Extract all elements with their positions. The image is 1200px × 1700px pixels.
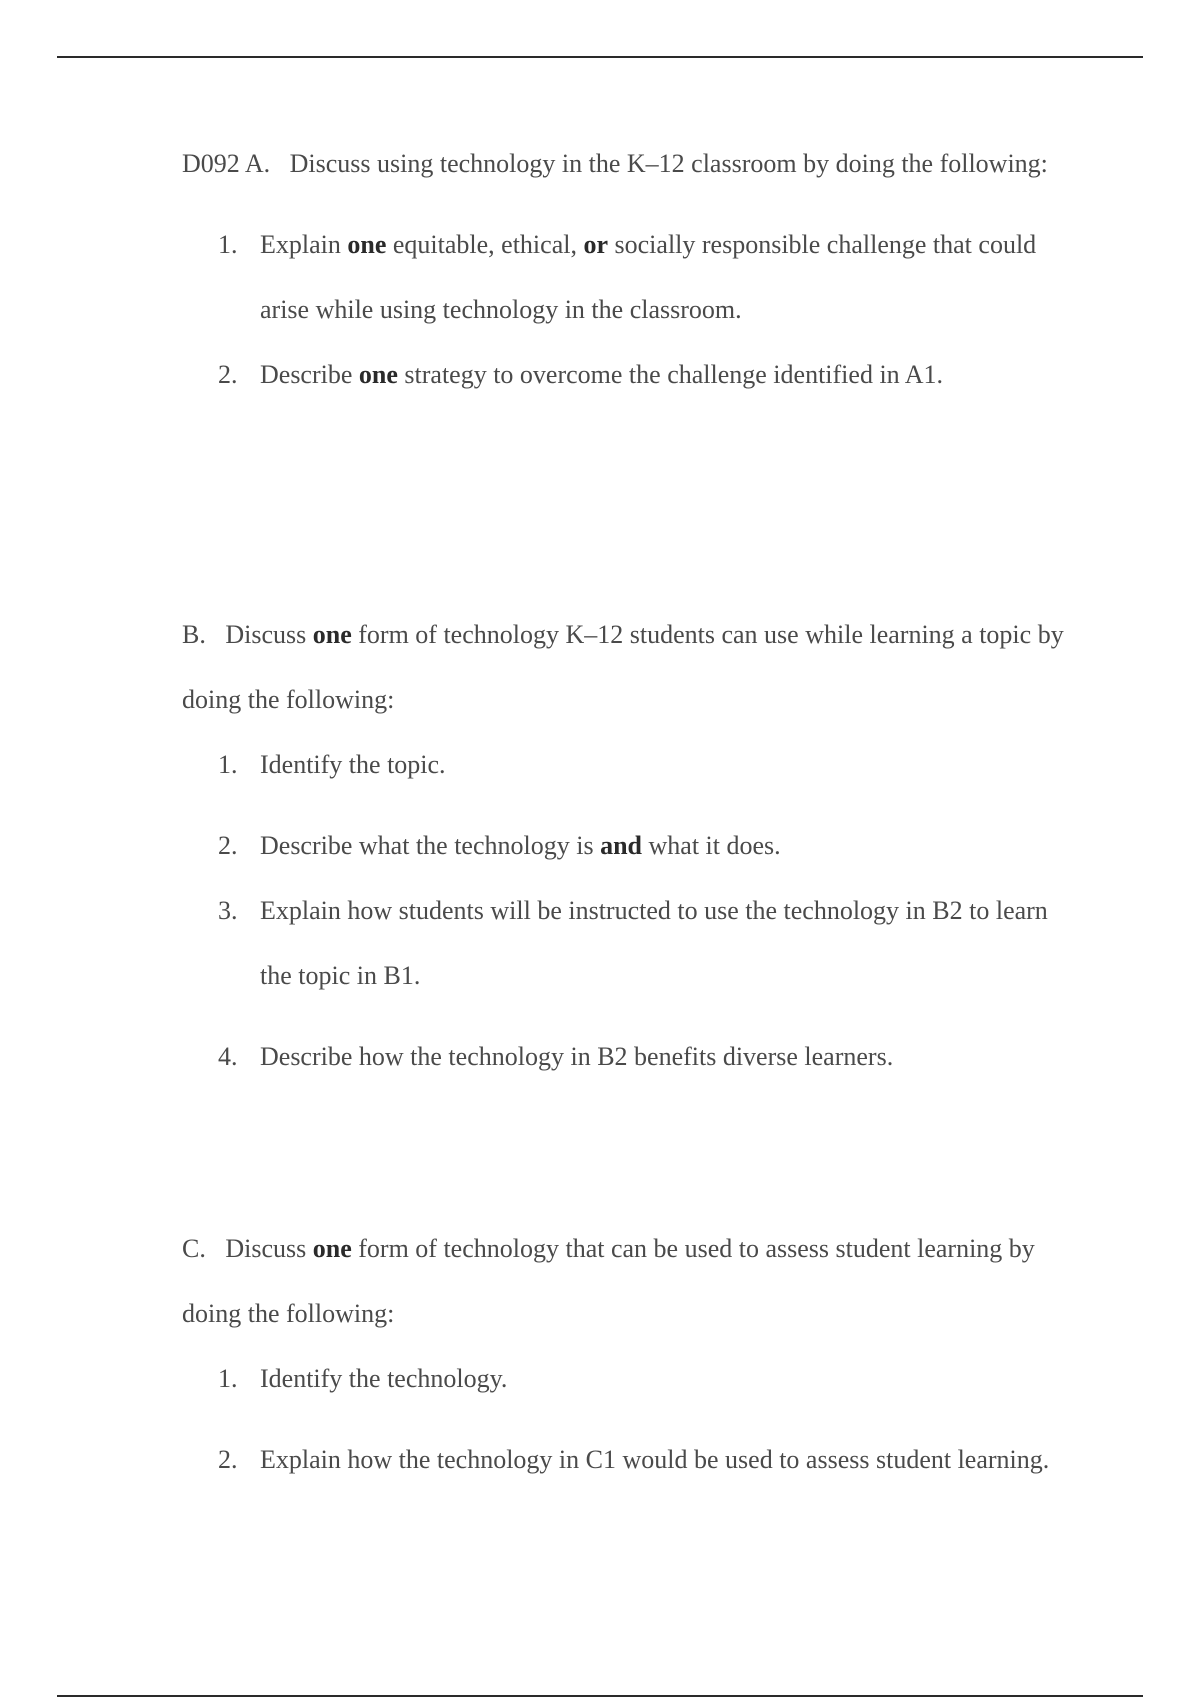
item-number: 1. <box>218 750 238 779</box>
item-emphasis: and <box>600 831 642 860</box>
list-item <box>218 1024 1082 1089</box>
item-number: 3. <box>218 896 238 925</box>
item-emphasis: one <box>358 360 398 389</box>
heading-text: form of technology that can be used to assess student learning by doing the following: <box>182 1234 1035 1328</box>
section-a-text: Discuss using technology in the K–12 classroom by doing the following: <box>289 149 1048 178</box>
section-a-heading <box>182 131 1082 196</box>
list-item <box>218 813 1082 878</box>
item-emphasis: one <box>347 230 387 259</box>
heading-text: form of technology K–12 students can use while learning a topic by doing the following: <box>182 620 1064 714</box>
item-number: 1. <box>218 1364 238 1393</box>
item-text: Describe what the technology is <box>260 831 601 860</box>
item-text: Describe how the technology in B2 benefits diverse learners. <box>260 1042 894 1071</box>
item-number: 2. <box>218 360 238 389</box>
top-rule <box>57 56 1143 58</box>
heading-emphasis: one <box>312 620 352 649</box>
list-item <box>218 732 1082 797</box>
item-text: Describe <box>260 360 359 389</box>
section-b-heading <box>182 602 1082 732</box>
section-b-label: B. <box>182 620 206 649</box>
list-item <box>218 1427 1082 1492</box>
list-item <box>218 878 1082 1008</box>
heading-emphasis: one <box>312 1234 352 1263</box>
list-item <box>218 212 1082 342</box>
list-item <box>218 342 1082 407</box>
item-text: Explain <box>260 230 348 259</box>
section-a-label: A. <box>244 149 271 178</box>
section-c-label: C. <box>182 1234 206 1263</box>
section-c-heading <box>182 1216 1082 1346</box>
list-item <box>218 1346 1082 1411</box>
item-number: 2. <box>218 1445 238 1474</box>
item-text: what it does. <box>642 831 781 860</box>
item-text: Identify the technology. <box>260 1364 508 1393</box>
section-c <box>182 1216 1082 1492</box>
heading-text: Discuss <box>225 620 313 649</box>
item-text: socially responsible challenge that could arise while using technology in the classroom. <box>260 230 1037 324</box>
item-text: strategy to overcome the challenge identified in A1. <box>397 360 944 389</box>
item-number: 2. <box>218 831 238 860</box>
item-text: Explain how the technology in C1 would be used to assess student learning. <box>260 1445 1050 1474</box>
section-b <box>182 602 1082 1089</box>
item-text: equitable, ethical, <box>386 230 584 259</box>
item-text: Identify the topic. <box>260 750 446 779</box>
item-emphasis: or <box>583 230 609 259</box>
heading-text: Discuss <box>225 1234 313 1263</box>
section-a <box>182 131 1082 407</box>
item-number: 4. <box>218 1042 238 1071</box>
item-text: Explain how students will be instructed to use the technology in B2 to learn the topic in B1. <box>260 896 1048 990</box>
bottom-rule <box>57 1695 1143 1697</box>
item-number: 1. <box>218 230 238 259</box>
document-code: D092 <box>182 149 240 178</box>
